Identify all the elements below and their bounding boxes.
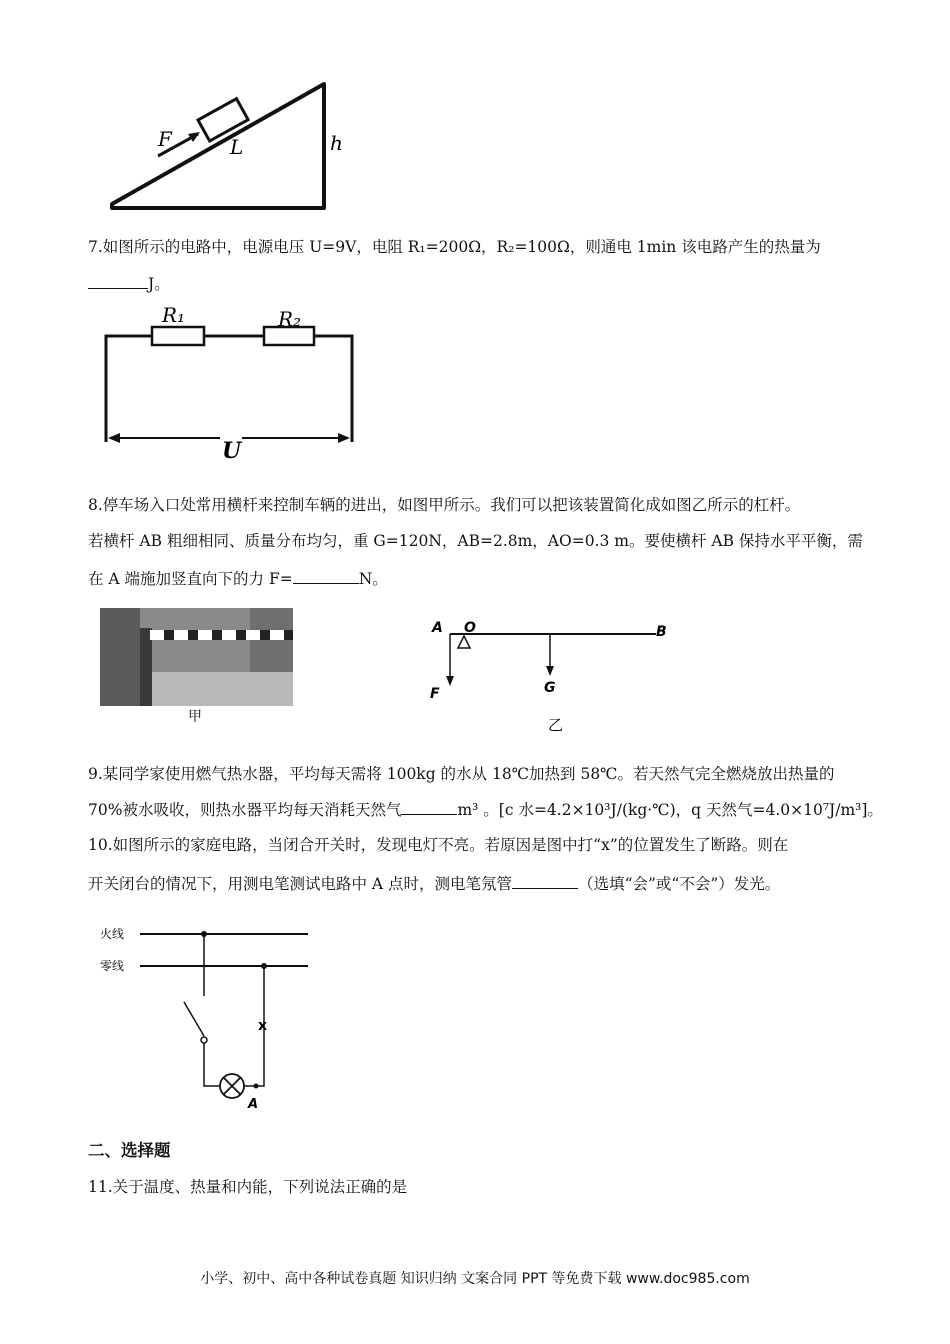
q8-line1: 8.停车场入口处常用横杆来控制车辆的进出，如图甲所示。我们可以把该装置简化成如图乙所示的杠杆。 (88, 496, 801, 514)
barrier-photo (100, 608, 293, 706)
household-label-neutral: 零线 (100, 959, 125, 973)
incline-figure (100, 76, 343, 216)
q8-line2: 若横杆 AB 粗细相同、质量分布均匀，重 G=120N，AB=2.8m，AO=0.3 m。要使横杆 AB 保持水平平衡，需 (88, 532, 863, 550)
q10-line1: 10.如图所示的家庭电路，当闭合开关时，发现电灯不亮。若原因是图中打“x”的位置发生了断路。则在 (88, 836, 789, 854)
household-label-live: 火线 (100, 927, 125, 941)
lever-label-f: F (430, 686, 440, 702)
incline-label-f: F (158, 127, 172, 151)
q11-line1: 11.关于温度、热量和内能，下列说法正确的是 (88, 1178, 408, 1196)
circuit-label-u: U (222, 438, 242, 464)
q10-answer-blank[interactable] (512, 872, 578, 889)
q8-answer-blank[interactable] (293, 567, 359, 584)
q7-line1: 7.如图所示的电路中，电源电压 U=9V，电阻 R₁=200Ω，R₂=100Ω，则通电 1min 该电路产生的热量为 (88, 238, 821, 256)
caption-yi: 乙 (548, 716, 564, 734)
lever-figure (420, 614, 680, 738)
lever-label-a: A (432, 620, 443, 636)
page-footer: 小学、初中、高中各种试卷真题 知识归纳 文案合同 PPT 等免费下载 www.doc985.com (200, 1271, 750, 1287)
q7-unit: J。 (148, 275, 170, 293)
q9-answer-blank[interactable] (401, 798, 457, 815)
lever-label-g: G (544, 680, 556, 696)
household-break-mark: x (258, 1018, 268, 1034)
q8-unit: N。 (358, 570, 388, 588)
q9-line2 (88, 798, 883, 821)
q8-line3-prefix: 在 A 端施加竖直向下的力 F= (88, 570, 293, 588)
q9-line2-prefix: 70%被水吸收，则热水器平均每天消耗天然气 (88, 801, 402, 819)
lever-label-o: O (464, 620, 476, 636)
section-title: 二、选择题 (88, 1141, 171, 1160)
household-label-a: A (248, 1097, 259, 1112)
incline-label-l: L (230, 135, 244, 159)
q9-line2-suffix: m³ 。[c 水=4.2×10³J/(kg·℃)，q 天然气=4.0×10⁷J/m³]。 (457, 801, 883, 819)
q10-line2 (88, 872, 780, 895)
q7-line2 (88, 272, 170, 295)
q7-answer-blank[interactable] (88, 272, 148, 289)
q8-line3 (88, 567, 388, 590)
series-circuit-figure (96, 300, 366, 466)
lever-label-b: B (656, 624, 667, 640)
q10-line2-suffix: （选填“会”或“不会”）发光。 (578, 875, 781, 893)
circuit-label-r2: R₂ (278, 307, 302, 331)
q9-line1: 9.某同学家使用燃气热水器，平均每天需将 100kg 的水从 18℃加热到 58℃。若天然气完全燃烧放出热量的 (88, 765, 835, 783)
household-circuit-figure (96, 918, 316, 1114)
q10-line2-prefix: 开关闭台的情况下，用测电笔测试电路中 A 点时，测电笔氖管 (88, 875, 513, 893)
incline-label-h: h (330, 131, 343, 155)
caption-jia: 甲 (188, 709, 202, 725)
circuit-label-r1: R₁ (162, 303, 186, 327)
